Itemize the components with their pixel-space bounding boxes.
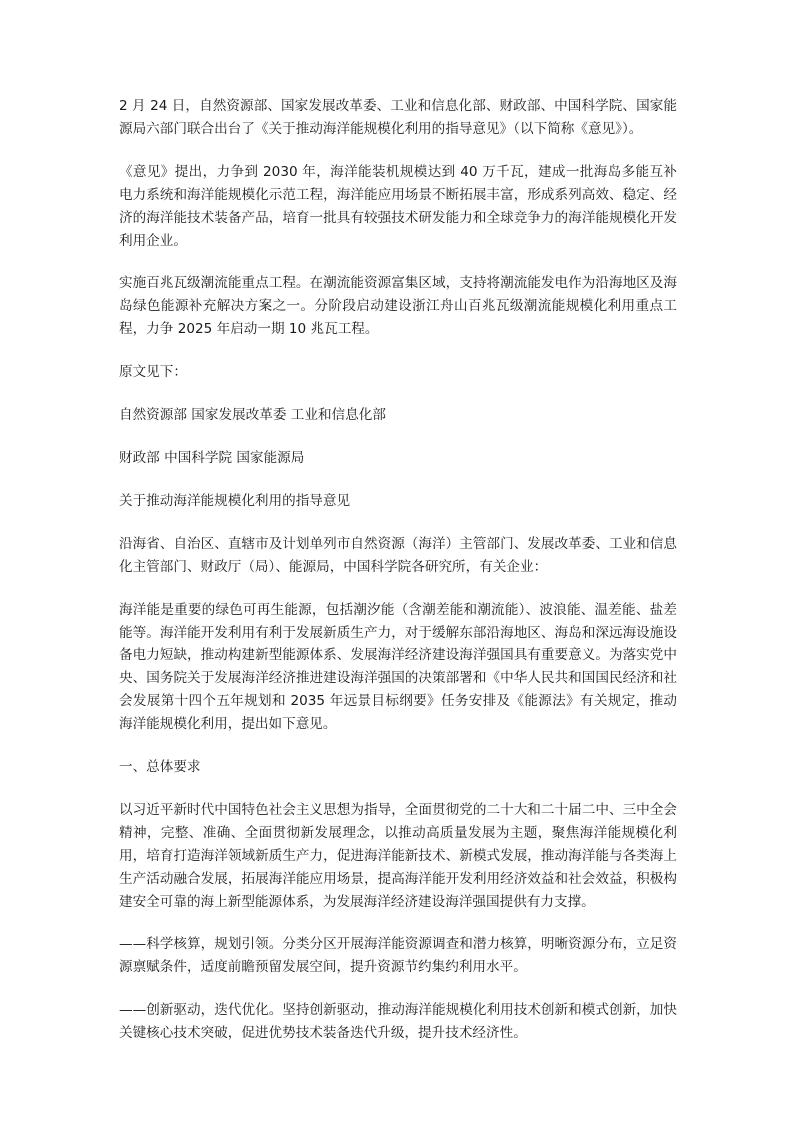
issuing-departments-line-2: 财政部 中国科学院 国家能源局 xyxy=(119,449,305,466)
document-title: 关于推动海洋能规模化利用的指导意见 xyxy=(119,492,351,509)
intro-paragraph: 2 月 24 日，自然资源部、国家发展改革委、工业和信息化部、财政部、中国科学院、国家能源局六部门联合出台了《关于推动海洋能规模化利用的指导意见》（以下简称《意见》）。 xyxy=(119,98,677,137)
document-page xyxy=(119,95,677,1065)
targets-paragraph: 《意见》提出，力争到 2030 年，海洋能装机规模达到 40 万千瓦，建成一批海岛多能互补电力系统和海洋能规模化示范工程，海洋能应用场景不断拓展丰富，形成系列高效、稳定、经济的海洋能技术装备产品，培育一批具有较强技术研发能力和全球竞争力的海洋能规模化开发利用企业。 xyxy=(119,163,677,249)
original-text-label: 原文见下： xyxy=(119,364,187,381)
issuing-departments-line-1: 自然资源部 国家发展改革委 工业和信息化部 xyxy=(119,407,386,424)
section-heading-general-requirements: 一、总体要求 xyxy=(119,759,201,776)
addressees-paragraph: 沿海省、自治区、直辖市及计划单列市自然资源（海洋）主管部门、发展改革委、工业和信息化主管部门、财政厅（局）、能源局，中国科学院各研究所，有关企业： xyxy=(119,535,677,575)
principle-scientific-accounting: ——科学核算，规划引领。分类分区开展海洋能资源调查和潜力核算，明晰资源分布，立足资源禀赋条件，适度前瞻预留发展空间，提升资源节约集约利用水平。 xyxy=(119,936,677,976)
guiding-ideology-paragraph: 以习近平新时代中国特色社会主义思想为指导，全面贯彻党的二十大和二十届二中、三中全会精神，完整、准确、全面贯彻新发展理念，以推动高质量发展为主题，聚焦海洋能规模化利用，培育打造海洋领域新质生产力，促进海洋能新技术、新模式发展，推动海洋能与各类海上生产活动融合发展，拓展海洋能应用场景，提高海洋能开发利用经济效益和社会效益，积极构建安全可靠的海上新型能源体系，为发展海洋经济建设海洋强国提供有力支撑。 xyxy=(119,801,677,910)
principle-innovation-driven: ——创新驱动，迭代优化。坚持创新驱动，推动海洋能规模化利用技术创新和模式创新，加快关键核心技术突破，促进优势技术装备迭代升级，提升技术经济性。 xyxy=(119,1002,677,1042)
background-paragraph: 海洋能是重要的绿色可再生能源，包括潮汐能（含潮差能和潮流能）、波浪能、温差能、盐差能等。海洋能开发利用有利于发展新质生产力，对于缓解东部沿海地区、海岛和深远海设施设备电力短缺，推动构建新型能源体系、发展海洋经济建设海洋强国具有重要意义。为落实党中央、国务院关于发展海洋经济推进建设海洋强国的决策部署和《中华人民共和国国民经济和社会发展第十四个五年规划和 2035 年远景目标纲要》任务安排及《能源法》有关规定，推动海洋能规模化利用，提出如下意见。 xyxy=(119,601,677,733)
tidal-project-paragraph: 实施百兆瓦级潮流能重点工程。在潮流能资源富集区域，支持将潮流能发电作为沿海地区及海岛绿色能源补充解决方案之一。分阶段启动建设浙江舟山百兆瓦级潮流能规模化利用重点工程，力争 2025 年启动一期 10 兆瓦工程。 xyxy=(119,275,677,338)
